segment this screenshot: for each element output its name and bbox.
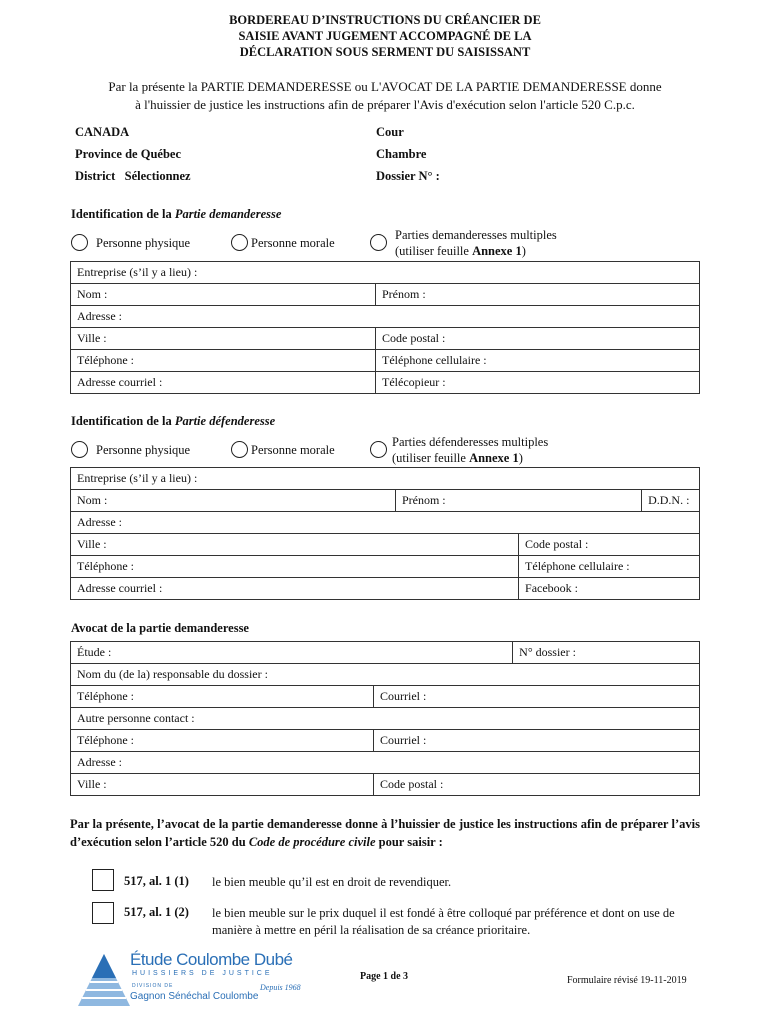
country: CANADA — [75, 125, 130, 139]
def-prenom-field[interactable] — [395, 490, 641, 512]
multi-line-2 — [392, 450, 548, 466]
item-description: le bien meuble qu’il est en droit de revendiquer. — [212, 875, 452, 889]
def-entreprise-field[interactable] — [71, 468, 700, 490]
intro-line-2: à l'huissier de justice les instructions afin de préparer l'Avis d'exécution selon l'article 520 C.p.c. — [135, 97, 635, 112]
telephone-field[interactable] — [71, 350, 376, 372]
cour-label: Cour — [376, 125, 404, 139]
page-number: Page 1 de 3 — [360, 971, 409, 982]
field-label: Téléphone : — [77, 353, 134, 367]
nom-field[interactable] — [71, 284, 376, 306]
multi-prefix: (utiliser feuille — [395, 244, 473, 258]
field-label: Code postal : — [525, 537, 589, 551]
defenderesse-table — [70, 467, 700, 600]
field-label: Nom du (de la) responsable du dossier : — [77, 667, 268, 681]
avocat-ville-field[interactable] — [71, 774, 374, 796]
dossier-label: Dossier N° : — [376, 169, 440, 183]
radio-label-morale: Personne morale — [251, 236, 335, 250]
field-label: Adresse : — [77, 309, 122, 323]
avocat-code-postal-field[interactable] — [374, 774, 700, 796]
etude-field[interactable] — [71, 642, 513, 664]
instruction-part-2: pour saisir : — [375, 835, 443, 849]
annexe-ref: Annexe 1 — [472, 244, 522, 258]
def-ville-field[interactable] — [71, 534, 519, 556]
heading-italic: Partie demanderesse — [174, 207, 282, 221]
field-label: Téléphone : — [77, 559, 134, 573]
def-telephone-field[interactable] — [71, 556, 519, 578]
def-ddn-field[interactable] — [642, 490, 700, 512]
field-label: Prénom : — [382, 287, 426, 301]
checkbox-517-1[interactable] — [92, 869, 114, 891]
radio-personne-morale[interactable] — [231, 234, 248, 251]
field-label: Adresse : — [77, 755, 122, 769]
demanderesse-heading — [71, 207, 281, 222]
avocat-heading: Avocat de la partie demanderesse — [71, 621, 249, 635]
avocat-telephone2-field[interactable] — [71, 730, 374, 752]
multi-prefix: (utiliser feuille — [392, 451, 470, 465]
adresse-field[interactable] — [71, 306, 700, 328]
code-postal-field[interactable] — [376, 328, 700, 350]
field-label: Téléphone cellulaire : — [382, 353, 487, 367]
multi-suffix: ) — [521, 244, 526, 258]
title-line-2: SAISIE AVANT JUGEMENT ACCOMPAGNÉ DE LA — [238, 29, 532, 43]
autre-contact-field[interactable] — [71, 708, 700, 730]
field-label: D.D.N. : — [648, 493, 690, 507]
multi-suffix: ) — [518, 451, 523, 465]
field-label: Entreprise (s’il y a lieu) : — [77, 265, 198, 279]
article-ref: 517, al. 1 (2) — [124, 905, 189, 919]
document-title — [0, 12, 770, 60]
title-line-3: DÉCLARATION SOUS SERMENT DU SAISISSANT — [239, 45, 531, 59]
field-label: Ville : — [77, 537, 107, 551]
avocat-telephone-field[interactable] — [71, 686, 374, 708]
field-label: Nom : — [77, 287, 108, 301]
pyramid-logo-icon — [76, 952, 132, 1008]
item-description: le bien meuble sur le prix duquel il est fondé à être colloqué par préférence et dont on use de manière à mettre en péril la réalisation de sa créance prioritaire. — [212, 906, 675, 937]
field-label: Télécopieur : — [382, 375, 446, 389]
radio-parties-multiples[interactable] — [370, 234, 387, 251]
field-label: Ville : — [77, 331, 107, 345]
district-label: District — [75, 169, 116, 183]
province: Province de Québec — [75, 147, 181, 161]
def-tel-cell-field[interactable] — [519, 556, 700, 578]
avocat-table — [70, 641, 700, 796]
responsable-field[interactable] — [71, 664, 700, 686]
heading-italic: Partie défenderesse — [174, 414, 276, 428]
revision-date: Formulaire révisé 19-11-2019 — [567, 975, 687, 986]
avocat-adresse-field[interactable] — [71, 752, 700, 774]
multi-line-1: Parties demanderesses multiples — [395, 228, 557, 242]
field-label: Entreprise (s’il y a lieu) : — [77, 471, 198, 485]
field-label: Nom : — [77, 493, 108, 507]
field-label: Code postal : — [380, 777, 444, 791]
checkbox-517-2[interactable] — [92, 902, 114, 924]
radio-def-label-multiples — [392, 434, 548, 466]
field-label: Ville : — [77, 777, 107, 791]
no-dossier-field[interactable] — [513, 642, 700, 664]
radio-def-personne-physique[interactable] — [71, 441, 88, 458]
def-nom-field[interactable] — [71, 490, 396, 512]
field-label: Prénom : — [401, 493, 446, 507]
logo-name: Étude Coulombe Dubé — [130, 950, 293, 969]
field-label: Téléphone : — [77, 689, 134, 703]
radio-def-personne-morale[interactable] — [231, 441, 248, 458]
logo-division: DIVISION DE — [132, 983, 174, 989]
annexe-ref: Annexe 1 — [469, 451, 519, 465]
demanderesse-table — [70, 261, 700, 394]
logo-depuis: Depuis 1968 — [260, 983, 301, 992]
company-logo — [76, 950, 306, 1012]
instruction-part-1: Par la présente, l’avocat de la partie demanderesse donne à l’huissier de justice les instructions afin de préparer l’avis d’exécution selon l’article 520 du — [70, 817, 700, 849]
telecopieur-field[interactable] — [376, 372, 700, 394]
article-ref: 517, al. 1 (1) — [124, 874, 189, 888]
field-label: Autre personne contact : — [77, 711, 195, 725]
intro-line-1: Par la présente la PARTIE DEMANDERESSE ou L'AVOCAT DE LA PARTIE DEMANDERESSE donne — [108, 79, 662, 94]
ville-field[interactable] — [71, 328, 376, 350]
radio-label-physique: Personne physique — [96, 236, 191, 250]
field-label: N° dossier : — [519, 645, 576, 659]
def-courriel-field[interactable] — [71, 578, 519, 600]
logo-sub: HUISSIERS DE JUSTICE — [132, 970, 273, 977]
radio-def-parties-multiples[interactable] — [370, 441, 387, 458]
radio-def-label-physique: Personne physique — [96, 443, 191, 457]
instruction-italic: Code de procédure civile — [248, 835, 376, 849]
heading-prefix: Identification de la — [71, 414, 175, 428]
field-label: Adresse courriel : — [77, 581, 163, 595]
def-facebook-field[interactable] — [519, 578, 700, 600]
avocat-courriel2-field[interactable] — [374, 730, 700, 752]
tel-cell-field[interactable] — [376, 350, 700, 372]
field-label: Code postal : — [382, 331, 446, 345]
heading-prefix: Identification de la — [71, 207, 175, 221]
radio-def-label-morale: Personne morale — [251, 443, 335, 457]
avocat-courriel-field[interactable] — [374, 686, 700, 708]
multi-line-2 — [395, 243, 557, 259]
field-label: Téléphone cellulaire : — [525, 559, 630, 573]
def-code-postal-field[interactable] — [519, 534, 700, 556]
defenderesse-heading — [71, 414, 275, 429]
multi-line-1: Parties défenderesses multiples — [392, 435, 549, 449]
district — [75, 169, 191, 184]
title-line-1: BORDEREAU D’INSTRUCTIONS DU CRÉANCIER DE — [229, 13, 541, 27]
entreprise-field[interactable] — [71, 262, 700, 284]
field-label: Adresse courriel : — [77, 375, 163, 389]
intro-text — [50, 78, 720, 114]
instruction-paragraph — [70, 815, 700, 851]
field-label: Étude : — [77, 645, 112, 659]
courriel-field[interactable] — [71, 372, 376, 394]
field-label: Adresse : — [77, 515, 122, 529]
field-label: Courriel : — [380, 689, 427, 703]
logo-gagnon: Gagnon Sénéchal Coulombe — [130, 991, 259, 1002]
prenom-field[interactable] — [376, 284, 700, 306]
field-label: Facebook : — [525, 581, 579, 595]
field-label: Téléphone : — [77, 733, 134, 747]
field-label: Courriel : — [380, 733, 427, 747]
def-adresse-field[interactable] — [71, 512, 700, 534]
district-select[interactable]: Sélectionnez — [124, 169, 191, 183]
radio-label-multiples — [395, 227, 557, 259]
radio-personne-physique[interactable] — [71, 234, 88, 251]
chambre-label: Chambre — [376, 147, 427, 161]
